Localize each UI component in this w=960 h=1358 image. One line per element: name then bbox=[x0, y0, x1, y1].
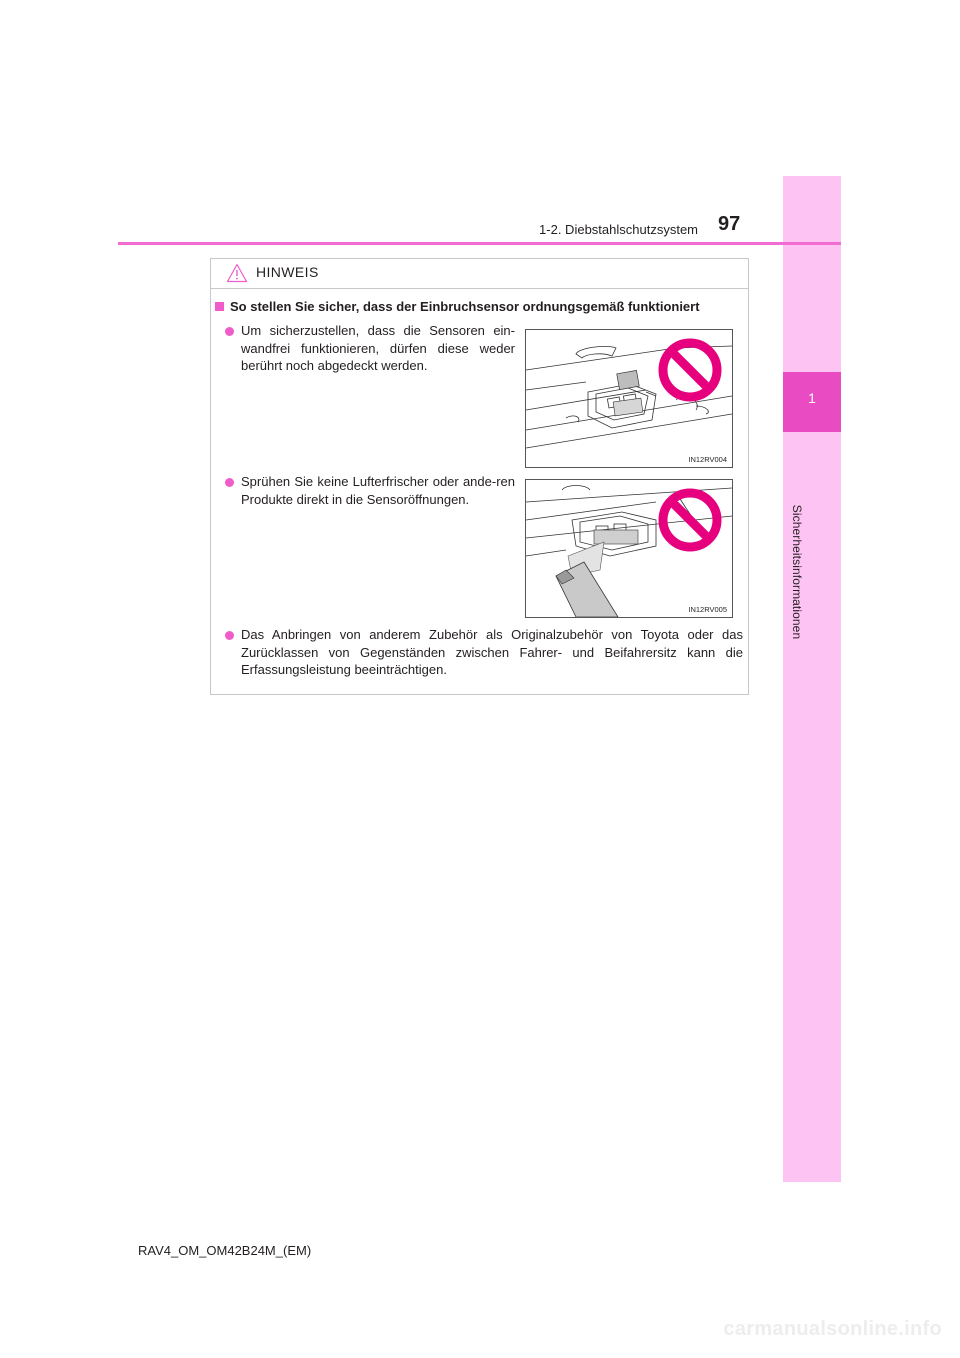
prohibition-icon bbox=[663, 343, 717, 397]
section-title: 1-2. Diebstahlschutzsystem bbox=[539, 222, 698, 237]
list-item bbox=[225, 322, 515, 375]
notice-title: HINWEIS bbox=[256, 264, 319, 280]
bullet-text: Um sicherzustellen, dass die Sensoren ein-wandfrei funktionieren, dürfen diese weder berührt noch abgedeckt werden. bbox=[241, 323, 515, 373]
list-item bbox=[225, 473, 515, 508]
spray-sensor-illustration bbox=[526, 480, 732, 617]
figure-sensor-spray bbox=[525, 479, 733, 618]
notice-subheading bbox=[215, 299, 700, 314]
notice-box bbox=[210, 258, 749, 695]
figure-code: IN12RV004 bbox=[688, 455, 727, 464]
bullet-text: Das Anbringen von anderem Zubehör als Originalzubehör von Toyota oder das Zurücklassen von Gegenständen zwischen Fahrer- und Beifahrersitz kann die Erfassungsleistung beeinträchtigen. bbox=[241, 627, 743, 677]
bullet-dot-icon bbox=[225, 478, 234, 487]
bullet-text: Sprühen Sie keine Lufterfrischer oder ande-ren Produkte direkt in die Sensoröffnungen. bbox=[241, 474, 515, 507]
square-bullet-icon bbox=[215, 302, 224, 311]
figure-code: IN12RV005 bbox=[688, 605, 727, 614]
chapter-number: 1 bbox=[808, 390, 816, 406]
subheading-text: So stellen Sie sicher, dass der Einbruchsensor ordnungsgemäß funktioniert bbox=[230, 299, 700, 314]
sensor-cover-illustration bbox=[526, 330, 732, 467]
list-item bbox=[225, 626, 743, 679]
bullet-dot-icon bbox=[225, 631, 234, 640]
header-divider bbox=[118, 242, 841, 245]
chapter-title: Sicherheitsinformationen bbox=[790, 504, 804, 640]
warning-triangle-icon bbox=[226, 263, 248, 283]
chapter-side-tab bbox=[783, 176, 841, 1182]
figure-sensor-touch bbox=[525, 329, 733, 468]
document-code: RAV4_OM_OM42B24M_(EM) bbox=[138, 1243, 312, 1258]
page-number: 97 bbox=[718, 213, 741, 235]
bullet-dot-icon bbox=[225, 327, 234, 336]
spray-can-icon bbox=[556, 562, 618, 617]
notice-header bbox=[211, 259, 748, 289]
watermark: carmanualsonline.info bbox=[723, 1318, 942, 1340]
prohibition-icon bbox=[663, 493, 717, 547]
